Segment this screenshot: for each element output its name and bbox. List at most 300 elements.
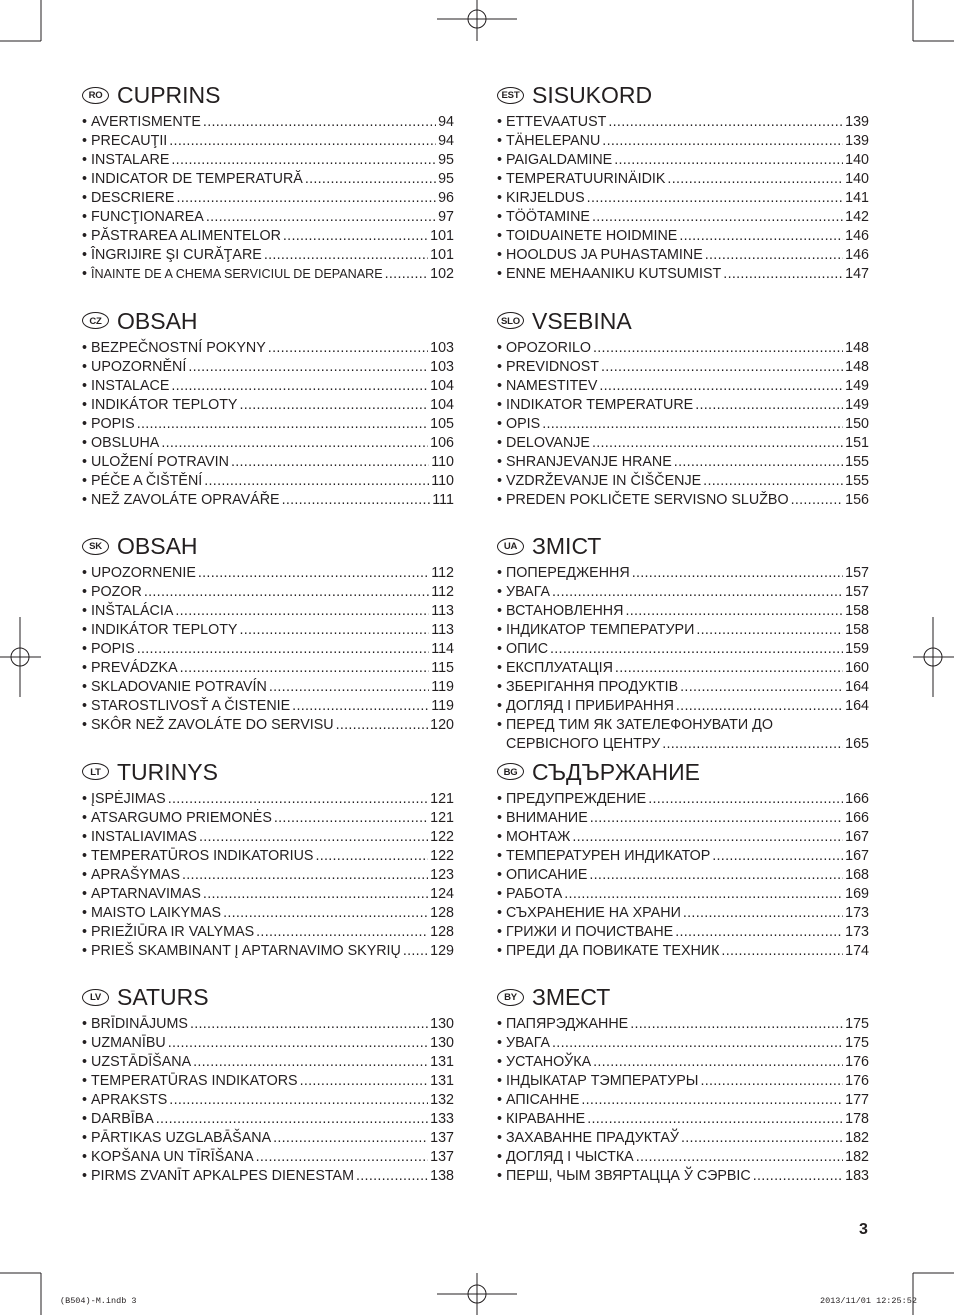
bullet-mark: • [82, 847, 88, 864]
toc-entry-page: 166 [845, 790, 869, 807]
toc-entry-page: 150 [845, 415, 869, 432]
footer-timestamp: 2013/11/01 12:25:52 [820, 1296, 917, 1306]
dot-leader [630, 1015, 843, 1034]
bullet-mark: • [82, 114, 88, 130]
toc-entry [497, 602, 869, 621]
bullet-mark: • [497, 228, 503, 244]
toc-entry [497, 697, 869, 716]
toc-entry-page: 166 [845, 809, 869, 826]
bullet-mark: • [82, 247, 88, 263]
toc-entry-label: ULOŽENÍ POTRAVIN [91, 453, 229, 470]
bullet-mark: • [82, 171, 88, 187]
toc-entry-label: OPOZORILO [506, 339, 592, 356]
bullet-mark: • [82, 904, 88, 921]
toc-entry-label: PREVÁDZKA [91, 660, 178, 676]
toc-section [497, 757, 869, 983]
section-title: OBSAH [117, 307, 198, 334]
bullet-mark: • [497, 717, 503, 733]
dot-leader [679, 227, 843, 246]
dot-leader [274, 809, 428, 828]
dot-leader [680, 678, 843, 697]
section-title: SISUKORD [532, 82, 653, 108]
toc-entry-page: 113 [431, 622, 454, 638]
toc-entry-label: SHRANJEVANJE HRANE [506, 453, 672, 470]
dot-leader [190, 1015, 428, 1034]
toc-entry-label: ПРЕДУПРЕЖДЕНИЕ [506, 790, 647, 807]
dot-leader [273, 1129, 428, 1148]
toc-entry [82, 885, 454, 904]
toc-entry [82, 415, 454, 434]
toc-entry-label: TÖÖTAMINE [506, 209, 590, 225]
section-title: ЗМІСТ [532, 533, 602, 559]
toc-entry-label: ІНДЫКАТАР ТЭМПЕРАТУРЫ [506, 1073, 699, 1089]
toc-entry-label: INSTALACE [91, 377, 170, 394]
toc-entry-page: 101 [430, 247, 454, 263]
bullet-mark: • [82, 942, 88, 959]
dot-leader [198, 564, 429, 583]
toc-section [82, 531, 454, 757]
toc-entry-page: 103 [430, 339, 454, 356]
section-title: OBSAH [117, 533, 198, 559]
toc-entry-label: INDIKÁTOR TEPLOTY [91, 622, 238, 638]
bullet-mark: • [497, 396, 503, 413]
dot-leader [264, 246, 428, 265]
bullet-mark: • [82, 1035, 88, 1051]
toc-entry-label: INDICATOR DE TEMPERATURĂ [91, 171, 303, 187]
toc-entry [82, 377, 454, 396]
toc-entry-page: 146 [845, 228, 869, 244]
toc-entry [497, 151, 869, 170]
dot-leader [674, 453, 843, 472]
section-title: ЗМЕСТ [532, 984, 611, 1010]
toc-entry [497, 434, 869, 453]
dot-leader [625, 602, 843, 621]
dot-leader [137, 640, 429, 659]
dot-leader [199, 828, 428, 847]
toc-entry-page: 113 [431, 603, 454, 619]
toc-entry-label: UPOZORNĚNÍ [91, 358, 187, 375]
toc-entry-page: 182 [845, 1149, 869, 1165]
toc-entry-page: 111 [432, 491, 454, 508]
toc-entry-page: 140 [845, 152, 869, 168]
toc-entry-label: UZMANĪBU [91, 1035, 166, 1051]
dot-leader [169, 132, 436, 151]
toc-entry-page: 128 [430, 904, 454, 921]
toc-entry-page: 123 [430, 866, 454, 883]
dot-leader [269, 678, 429, 697]
toc-entry-label: AVERTISMENTE [91, 114, 201, 130]
toc-entry-label: PRECAUŢII [91, 133, 168, 149]
toc-entry-page: 96 [438, 190, 454, 206]
toc-entry-label: BEZPEČNOSTNÍ POKYNY [91, 339, 266, 356]
toc-entry-label: ÎNGRIJIRE ŞI CURĂŢARE [91, 247, 262, 263]
toc-entry-label: ПАПЯРЭДЖАННЕ [506, 1016, 629, 1032]
dot-leader [156, 1110, 428, 1129]
bullet-mark: • [497, 434, 503, 451]
dot-leader [137, 415, 428, 434]
toc-entry-page: 164 [845, 698, 869, 714]
toc-entry-label: DARBĪBA [91, 1111, 154, 1127]
bullet-mark: • [497, 1035, 503, 1051]
toc-entry-page: 112 [431, 584, 454, 600]
toc-entry-label: ДОГЛЯД І ПРИБИРАННЯ [506, 698, 674, 714]
toc-entry [82, 265, 454, 284]
toc-entry [82, 1129, 454, 1148]
dot-leader [239, 396, 428, 415]
toc-entry [497, 1091, 869, 1110]
toc-entry-label: ВНИМАНИЕ [506, 809, 588, 826]
toc-section [82, 306, 454, 532]
section-header [497, 757, 869, 787]
toc-entry-label: ÎNAINTE DE A CHEMA SERVICIUL DE DEPANARE [91, 267, 383, 281]
toc-entry-page: 95 [438, 171, 454, 187]
dot-leader [614, 151, 843, 170]
toc-entry-page: 148 [845, 339, 869, 356]
bullet-mark: • [497, 942, 503, 959]
toc-entry [497, 1148, 869, 1167]
toc-entry-label: ПОПЕРЕДЖЕННЯ [506, 565, 630, 581]
section-header [82, 80, 454, 110]
toc-entry-label: KIRJELDUS [506, 190, 585, 206]
toc-entry [497, 1072, 869, 1091]
toc-entry-page: 155 [845, 472, 869, 489]
dot-leader [696, 621, 843, 640]
toc-entry-label: УВАГА [506, 1035, 551, 1051]
toc-entry-page: 158 [845, 603, 869, 619]
toc-entry [82, 847, 454, 866]
toc-entry-label: ДОГЛЯД І ЧЫСТКА [506, 1149, 634, 1165]
toc-entry [497, 809, 869, 828]
bullet-mark: • [497, 1092, 503, 1108]
toc-entry-label: DESCRIERE [91, 190, 175, 206]
toc-entry [82, 170, 454, 189]
dot-leader [593, 1053, 843, 1072]
toc-entry-label: HOOLDUS JA PUHASTAMINE [506, 247, 703, 263]
toc-entry-page: 124 [430, 885, 454, 902]
dot-leader [315, 847, 428, 866]
page-number: 3 [859, 1221, 868, 1238]
dot-leader [593, 339, 843, 358]
toc-entry [497, 1053, 869, 1072]
toc-entry-page: 176 [845, 1054, 869, 1070]
toc-entry [497, 377, 869, 396]
toc-entry [82, 396, 454, 415]
toc-entry-label: OPIS [506, 415, 541, 432]
toc-entry [497, 339, 869, 358]
bullet-mark: • [497, 358, 503, 375]
toc-entry-label: POPIS [91, 641, 135, 657]
dot-leader [356, 1167, 428, 1186]
dot-leader [169, 1091, 428, 1110]
toc-entry [497, 716, 869, 754]
dot-leader [667, 170, 843, 189]
bullet-mark: • [82, 266, 88, 282]
toc-entry-page: 158 [845, 622, 869, 638]
toc-entry-page: 174 [845, 942, 869, 959]
toc-entry-page: 110 [431, 472, 454, 489]
toc-entry-page: 159 [845, 641, 869, 657]
bullet-mark: • [497, 866, 503, 883]
footer-file-name: (B504)-M.indb 3 [60, 1296, 137, 1306]
bullet-mark: • [497, 603, 503, 619]
bullet-mark: • [497, 209, 503, 225]
language-badge: CZ [82, 312, 109, 329]
toc-entry [497, 358, 869, 377]
toc-entry-label: ЕКСПЛУАТАЦІЯ [506, 660, 613, 676]
dot-leader [592, 208, 843, 227]
toc-entry [82, 208, 454, 227]
dot-leader [632, 564, 843, 583]
toc-entry-label: УВАГА [506, 584, 551, 600]
toc-entry-page: 167 [845, 847, 869, 864]
toc-entry-line [497, 716, 869, 735]
toc-entry-label: ІНДИКАТОР ТЕМПЕРАТУРИ [506, 622, 695, 638]
toc-entry-page: 104 [430, 396, 454, 413]
bullet-mark: • [497, 1054, 503, 1070]
language-badge: SLO [497, 312, 524, 329]
toc-entry-label: APRAKSTS [91, 1092, 168, 1108]
toc-entry [82, 1091, 454, 1110]
toc-entry-page: 139 [845, 114, 869, 130]
toc-entry [82, 246, 454, 265]
toc-entry-page: 147 [845, 266, 869, 282]
bullet-mark: • [497, 339, 503, 356]
toc-entry-page: 121 [430, 809, 454, 826]
toc-entry-label: APTARNAVIMAS [91, 885, 201, 902]
toc-entry [82, 583, 454, 602]
toc-entry-label: ОПИС [506, 641, 549, 657]
toc-entry-label: INDIKATOR TEMPERATURE [506, 396, 694, 413]
toc-entry [497, 396, 869, 415]
toc-entry-label: ЗБЕРІГАННЯ ПРОДУКТІВ [506, 679, 679, 695]
toc-entry-page: 94 [438, 114, 454, 130]
toc-section [497, 982, 869, 1208]
bullet-mark: • [497, 377, 503, 394]
bullet-mark: • [82, 396, 88, 413]
toc-entry-label: ПРЕДИ ДА ПОВИКАТЕ ТЕХНИК [506, 942, 720, 959]
dot-leader [282, 491, 431, 510]
dot-leader [385, 265, 429, 284]
toc-entry-list [497, 564, 869, 754]
bullet-mark: • [82, 717, 88, 733]
dot-leader [168, 1034, 428, 1053]
bullet-mark: • [82, 1092, 88, 1108]
toc-entry-label: ТЕМПЕРАТУРЕН ИНДИКАТОР [506, 847, 711, 864]
bullet-mark: • [497, 190, 503, 206]
toc-entry-page: 151 [845, 434, 869, 451]
toc-section [497, 80, 869, 306]
toc-entry-label: INŠTALÁCIA [91, 603, 174, 619]
toc-entry [497, 583, 869, 602]
toc-entry [82, 790, 454, 809]
toc-entry-page: 157 [845, 584, 869, 600]
dot-leader [572, 828, 843, 847]
toc-entry-page: 173 [845, 923, 869, 940]
bullet-mark: • [82, 828, 88, 845]
toc-entry-label: NEŽ ZAVOLÁTE OPRAVÁŘE [91, 491, 280, 508]
toc-entry [82, 564, 454, 583]
language-badge: UA [497, 538, 524, 555]
toc-entry [497, 621, 869, 640]
dot-leader [305, 170, 436, 189]
toc-entry-page: 95 [438, 152, 454, 168]
toc-entry-page: 155 [845, 453, 869, 470]
bullet-mark: • [82, 603, 88, 619]
toc-entry-page: 128 [430, 923, 454, 940]
toc-entry [497, 1167, 869, 1186]
bullet-mark: • [497, 584, 503, 600]
bullet-mark: • [497, 1016, 503, 1032]
toc-entry-page: 164 [845, 679, 869, 695]
toc-entry-page: 167 [845, 828, 869, 845]
toc-entry [497, 472, 869, 491]
section-header [82, 982, 454, 1012]
bullet-mark: • [497, 660, 503, 676]
toc-entry-page: 133 [430, 1111, 454, 1127]
dot-leader [176, 189, 436, 208]
bullet-mark: • [497, 622, 503, 638]
bullet-mark: • [82, 660, 88, 676]
bullet-mark: • [497, 152, 503, 168]
dot-leader [403, 942, 428, 961]
toc-entry [82, 151, 454, 170]
dot-leader [636, 1148, 843, 1167]
toc-entry-page: 176 [845, 1073, 869, 1089]
bullet-mark: • [497, 247, 503, 263]
toc-entry-label: PRIEŽIŪRA IR VALYMAS [91, 923, 255, 940]
toc-entry-label: PRIEŠ SKAMBINANT Į APTARNAVIMO SKYRIŲ [91, 942, 401, 959]
dot-leader [676, 697, 843, 716]
section-header [497, 531, 869, 561]
toc-entry-label: APRAŠYMAS [91, 866, 181, 883]
section-title: СЪДЪРЖАНИЕ [532, 758, 700, 785]
toc-entry-label: ГРИЖИ И ПОЧИСТВАНЕ [506, 923, 674, 940]
dot-leader [171, 377, 428, 396]
toc-entry-page: 149 [845, 377, 869, 394]
bullet-mark: • [497, 923, 503, 940]
toc-entry-label: SKLADOVANIE POTRAVÍN [91, 679, 267, 695]
dot-leader [193, 1053, 428, 1072]
toc-entry-page: 137 [430, 1130, 454, 1146]
toc-entry-page: 94 [438, 133, 454, 149]
toc-entry-page: 106 [430, 434, 454, 451]
toc-entry-label: ATSARGUMO PRIEMONĖS [91, 809, 272, 826]
toc-entry [497, 415, 869, 434]
language-badge: BG [497, 763, 524, 780]
dot-leader [188, 358, 428, 377]
toc-entry [497, 790, 869, 809]
section-header [497, 982, 869, 1012]
toc-entry [497, 132, 869, 151]
toc-entry [82, 113, 454, 132]
toc-entry [82, 434, 454, 453]
toc-entry-page: 103 [430, 358, 454, 375]
toc-entry-page: 129 [430, 942, 454, 959]
bullet-mark: • [497, 1111, 503, 1127]
toc-entry-page: 121 [430, 790, 454, 807]
toc-entry-list [82, 339, 454, 510]
bullet-mark: • [82, 133, 88, 149]
toc-entry [497, 246, 869, 265]
toc-entry [82, 1148, 454, 1167]
dot-leader [564, 885, 843, 904]
toc-entry-page: 182 [845, 1130, 869, 1146]
toc-section [497, 531, 869, 757]
toc-entry-label: ETTEVAATUST [506, 114, 607, 130]
toc-entry [82, 716, 454, 735]
toc-entry-list [82, 790, 454, 961]
toc-entry-page: 173 [845, 904, 869, 921]
toc-entry-label: TEMPERATUURINÄIDIK [506, 171, 666, 187]
toc-entry-page: 137 [430, 1149, 454, 1165]
bullet-mark: • [82, 472, 88, 489]
toc-entry [497, 904, 869, 923]
dot-leader [283, 227, 428, 246]
bullet-mark: • [497, 1130, 503, 1146]
toc-entry-list [497, 113, 869, 284]
toc-entry [82, 678, 454, 697]
toc-entry-page: 168 [845, 866, 869, 883]
dot-leader [203, 885, 428, 904]
toc-entry [497, 491, 869, 510]
bullet-mark: • [82, 622, 88, 638]
toc-entry [497, 1015, 869, 1034]
toc-entry-label: СЪХРАНЕНИЕ НА ХРАНИ [506, 904, 681, 921]
toc-entry-page: 148 [845, 358, 869, 375]
toc-entry [497, 847, 869, 866]
bullet-mark: • [82, 377, 88, 394]
toc-entry [82, 358, 454, 377]
bullet-mark: • [82, 698, 88, 714]
toc-entry [497, 923, 869, 942]
dot-leader [753, 1167, 843, 1186]
dot-leader [231, 453, 429, 472]
section-header [82, 757, 454, 787]
toc-entry-page: 122 [430, 847, 454, 864]
bullet-mark: • [82, 152, 88, 168]
dot-leader [256, 923, 428, 942]
dot-leader [182, 866, 428, 885]
toc-entry [82, 640, 454, 659]
bullet-mark: • [497, 1168, 503, 1184]
toc-entry-label: TEMPERATŪROS INDIKATORIUS [91, 847, 314, 864]
toc-entry [497, 828, 869, 847]
bullet-mark: • [82, 434, 88, 451]
section-title: CUPRINS [117, 82, 221, 108]
toc-entry-page: 120 [430, 717, 454, 733]
toc-entry-label: PREVIDNOST [506, 358, 599, 375]
bullet-mark: • [82, 228, 88, 244]
toc-entry [82, 339, 454, 358]
toc-entry [497, 659, 869, 678]
toc-entry-label: ВСТАНОВЛЕННЯ [506, 603, 624, 619]
bullet-mark: • [497, 679, 503, 695]
toc-entry-label: КІРАВАННЕ [506, 1111, 586, 1127]
toc-entry [82, 453, 454, 472]
toc-section [82, 982, 454, 1208]
toc-entry-label: РАБОТА [506, 885, 563, 902]
toc-entry-page: 104 [430, 377, 454, 394]
bullet-mark: • [82, 885, 88, 902]
toc-entry-label: ПЕРЕД ТИМ ЯК ЗАТЕЛЕФОНУВАТИ ДО [506, 717, 773, 733]
toc-entry [497, 453, 869, 472]
bullet-mark: • [497, 114, 503, 130]
toc-entry-label: TEMPERATŪRAS INDIKATORS [91, 1073, 298, 1089]
toc-entry [82, 491, 454, 510]
toc-entry [497, 189, 869, 208]
toc-entry-page: 105 [430, 415, 454, 432]
dot-leader [589, 866, 843, 885]
